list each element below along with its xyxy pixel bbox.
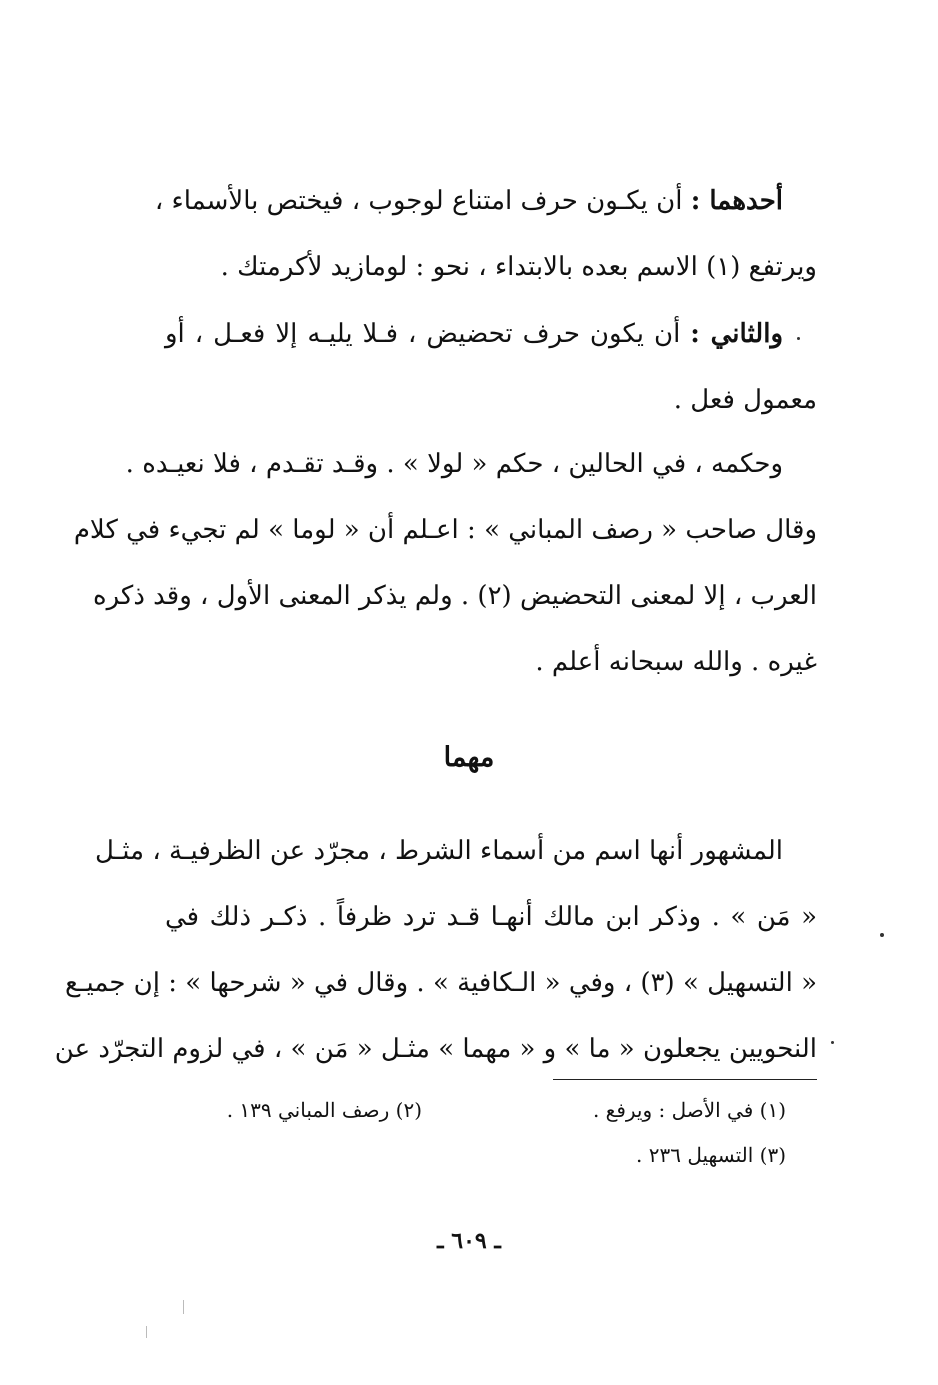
page-number: ـ ٦٠٩ ـ — [437, 1228, 501, 1254]
section-heading: مهما — [443, 742, 495, 773]
bold-term: والثاني : — [690, 319, 783, 349]
paragraph-line — [165, 301, 817, 367]
paragraph-mahma — [54, 818, 817, 1082]
bold-term: أحدهما : — [690, 186, 783, 216]
paragraph-line: المشهور أنها اسم من أسماء الشرط ، مجرّد عن الظرفيـة ، مثـل — [94, 836, 783, 866]
paragraph-line: وقال صاحب « رصف المباني » : اعـلم أن « لوما » لم تجيء في كلام — [73, 515, 817, 545]
footnote-2: (٢) رصف المباني ١٣٩ . — [226, 1098, 422, 1122]
paragraph-ruling — [73, 431, 817, 695]
footnote-3: (٣) التسهيل ٢٣٦ . — [636, 1143, 786, 1167]
scan-speck — [146, 1326, 147, 1338]
paragraph-line: وحكمه ، في الحالين ، حكم « لولا » . وقـد تقـدم ، فلا نعيـده . — [125, 449, 783, 479]
scan-speck — [831, 1041, 834, 1044]
line-text: أن يكـون حرف امتناع لوجوب ، فيختص بالأسماء ، — [154, 186, 691, 216]
paragraph-line: معمول فعل . — [673, 385, 817, 415]
paragraph-line: النحويين يجعلون « ما » و « مهما » مثـل « مَن » ، في لزوم التجرّد عن — [54, 1034, 817, 1064]
paragraph-line — [154, 168, 817, 234]
paragraph-first-meaning — [154, 168, 817, 300]
footnote-separator — [553, 1079, 817, 1080]
scan-speck — [797, 337, 800, 340]
line-text: أن يكون حرف تحضيض ، فـلا يليـه إلا فعـل ، أو — [165, 319, 691, 349]
paragraph-line: « مَن » . وذكر ابن مالك أنهـا قـد ترد ظرفاً . ذكـر ذلك في — [165, 902, 817, 932]
paragraph-line: غيره . والله سبحانه أعلم . — [535, 647, 817, 677]
paragraph-line: « التسهيل » (٣) ، وفي « الـكافية » . وقال في « شرحها » : إن جميـع — [65, 968, 817, 998]
scan-speck — [880, 933, 884, 937]
paragraph-second-meaning — [165, 301, 817, 433]
footnote-1: (١) في الأصل : ويرفع . — [592, 1098, 786, 1122]
scan-speck — [183, 1300, 184, 1314]
paragraph-line: ويرتفع (١) الاسم بعده بالابتداء ، نحو : لومازيد لأكرمتك . — [220, 252, 817, 282]
paragraph-line: العرب ، إلا لمعنى التحضيض (٢) . ولم يذكر المعنى الأول ، وقد ذكره — [92, 581, 817, 611]
